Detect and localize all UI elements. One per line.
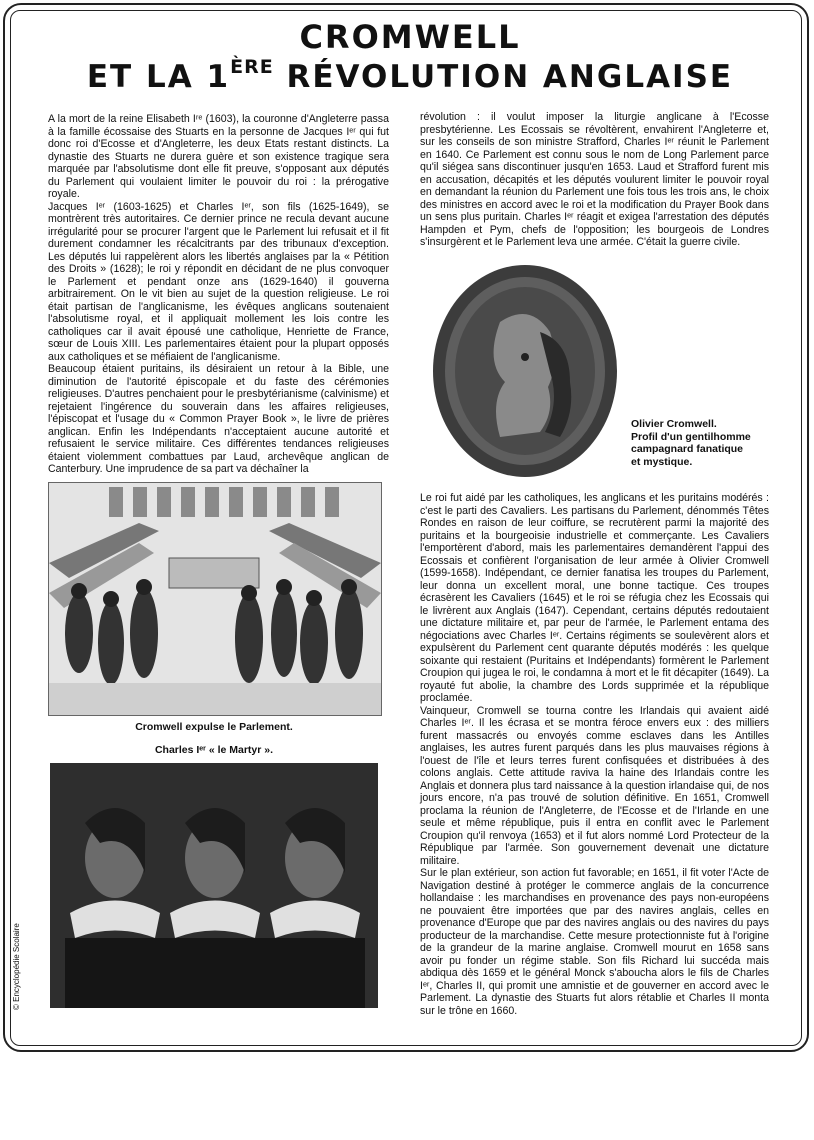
paragraph: Beaucoup étaient puritains, ils désiraient un retour à la Bible, une diminution de l'autorité épiscopale et du faste des cérémonies religieuses. D'autres penchaient pour le presbytérianisme (calvinisme) et rejetaient l'ingérence du souverain dans les affaires religieuses, l'épiscopat et l'usage du « Common Prayer Book », le livre de prières anglican. Enfin les Indépendants n'acceptaient aucune autorité et refusaient le service militaire. Ces différentes tendances religieuses étaient violemment combattues par Laud, archevêque anglican de Canterbury. Une imprudence de sa part va déchaîner la [48,363,389,475]
medal-caption-line: Profil d'un gentilhomme [631,430,751,443]
paragraph: révolution : il voulut imposer la liturgie anglicane à l'Ecosse presbytérienne. Les Ecossais se révoltèrent, envahirent l'Angleterre et, sur les conseils de son ministre Strafford, Charles Iᵉʳ réunit le Parlement en 1640. Ce Parlement est connu sous le nom de Long Parlement parce qu'il siégea sans discontinuer jusqu'en 1653. Laud et Strafford furent mis en accusation, décapités et les députés voulurent limiter le pouvoir royal en demandant la réunion du Parlement une fois tous les trois ans, le choix des ministres en accord avec le roi et la modification du Prayer Book dans un sens plus puritain. Charles Iᵉʳ réagit et exigea l'arrestation des députés Hampden et Pym, chefs de l'opposition; les bourgeois de Londres s'insurgèrent et le Parlement leva une armée. C'était la guerre civile. [420,111,769,248]
charles-triple-portrait-image [50,763,378,1008]
article-column-right-top [420,111,769,249]
medal-caption-line: Olivier Cromwell. [631,418,717,430]
charles-caption: Charles Iᵉʳ « le Martyr ». [154,744,274,756]
title-line-1: CROMWELL [299,18,521,56]
parliament-caption: Cromwell expulse le Parlement. [135,721,293,733]
paragraph: A la mort de la reine Elisabeth Iʳᵉ (1603), la couronne d'Angleterre passa à la famille écossaise des Stuarts en la personne de Jacques Iᵉʳ qui fut donc roi d'Ecosse et d'Angleterre, les deux Etats restant distincts. La dynastie des Stuarts ne durera guère et son existence tragique sera marquée par l'absolutisme dont elle fit preuve, s'opposant aux députés du Parlement qui voulaient limiter le pouvoir du roi : la prérogative royale. [48,113,389,200]
cromwell-medal-image [430,262,620,480]
paragraph: Vainqueur, Cromwell se tourna contre les Irlandais qui avaient aidé Charles Iᵉʳ. Il les écrasa et se montra féroce envers eux : des milliers furent massacrés ou envoyés comme esclaves dans les Antilles anglaises, les autres furent parqués dans les plus mauvaises régions à l'ouest de l'île et leurs terres furent confisquées et distribuées à des colons anglais. Cette attitude raviva la haine des Irlandais contre les Anglais et donnera plus tard naissance à la question irlandaise qui, de nos jours encore, n'a pas trouvé de solution définitive. En 1651, Cromwell proclama la réunion de l'Angleterre, de l'Ecosse et de l'Irlande en une seule et même république, puis il entra en conflit avec le Parlement Croupion qu'il renvoya (1653) et il fut alors nommé Lord Protecteur de la République par l'armée. Son gouvernement devenait une dictature militaire. [420,704,769,867]
medal-caption [631,418,781,468]
parliament-engraving-image [48,482,382,716]
copyright-credit: © Encyclopédie Scolaire [12,923,21,1010]
paragraph: Le roi fut aidé par les catholiques, les anglicans et les puritains modérés : c'est le parti des Cavaliers. Les partisans du Parlement, dénommés Têtes Rondes en raison de leur coiffure, se recrutèrent parmi la majorité des puritains et la bourgeoisie industrielle et commerçante. Les Cavaliers l'emportèrent d'abord, mais les parlementaires demandèrent l'appui des Ecossais et confièrent l'organisation de leur armée à Olivier Cromwell (1599-1658). Indépendant, ce dernier fanatisa les troupes du Parlement, leur donna un excellent moral, une bonne tactique. Ces troupes écrasèrent les Cavaliers (1645) et le roi se réfugia chez les Ecossais qui le livrèrent aux Anglais (1647). Cependant, certains députés redoutaient une dictature militaire et, par peur de l'armée, le Parlement entama des négociations avec Charles Iᵉʳ. Certains régiments se soulevèrent alors et expulsèrent du Parlement cent quarante députés modérés : les quelque soixante qui restaient (Puritains et Indépendants) formèrent le Parlement Croupion qui jugea le roi, le condamna à mort et le fit décapiter (1649). La royauté fut abolie, la chambre des Lords supprimée et la république proclamée. [420,492,769,704]
credit-wrapper [12,923,26,1140]
article-column-left [48,113,389,476]
paragraph: Jacques Iᵉʳ (1603-1625) et Charles Iᵉʳ, son fils (1625-1649), se montrèrent très autoritaires. Ce dernier prince ne recula devant aucune irrégularité pour se procurer l'argent que le Parlement lui refusait et il fit durement condamner les récalcitrants par des tribunaux d'exception. Les députés lui rappelèrent alors les libertés anglaises par la « Pétition des Droits » (1628); le roi y répondit en décidant de ne plus convoquer le Parlement et pendant onze ans (1629-1640) il gouverna arbitrairement. On le vit bien au sujet de la question religieuse. Le roi était partisan de l'anglicanisme, les évêques anglicans soutenaient l'absolutisme royal, et il appliquait mollement les lois contre les catholiques car il avait épousé une catholique, Henriette de France, sœur de Louis XIII. Les parlementaires étaient pour la plupart opposés aux catholiques et se méfiaient de l'anglicanisme. [48,200,389,363]
article-column-right-bottom [420,492,769,1017]
medal-caption-line: campagnard fanatique [631,443,744,455]
title-line-2: ET LA 1ÈRE RÉVOLUTION ANGLAISE [86,56,734,95]
medal-caption-line: et mystique. [631,455,693,468]
paragraph: Sur le plan extérieur, son action fut favorable; en 1651, il fit voter l'Acte de Navigation destiné à protéger le commerce anglais de la concurrence hollandaise : les marchandises en provenance des pays non-européens ne pouvaient être importées que par des navires anglais, celles en provenance d'Europe que par des navires anglais ou des navires du pays producteur de la marchandise. Cette mesure protectionniste fut à l'origine de la grandeur de la marine anglaise. Cromwell mourut en 1658 sans avoir pu fonder un régime stable. Son fils Richard lui succéda mais abdiqua dès 1659 et le général Monck s'aboucha alors le fils de Charles Iᵉʳ, Charles II, qui promit une amnistie et de gouverner en accord avec le Parlement. La dynastie des Stuarts fut alors rétablie et Charles II monta sur le trône en 1660. [420,867,769,1017]
